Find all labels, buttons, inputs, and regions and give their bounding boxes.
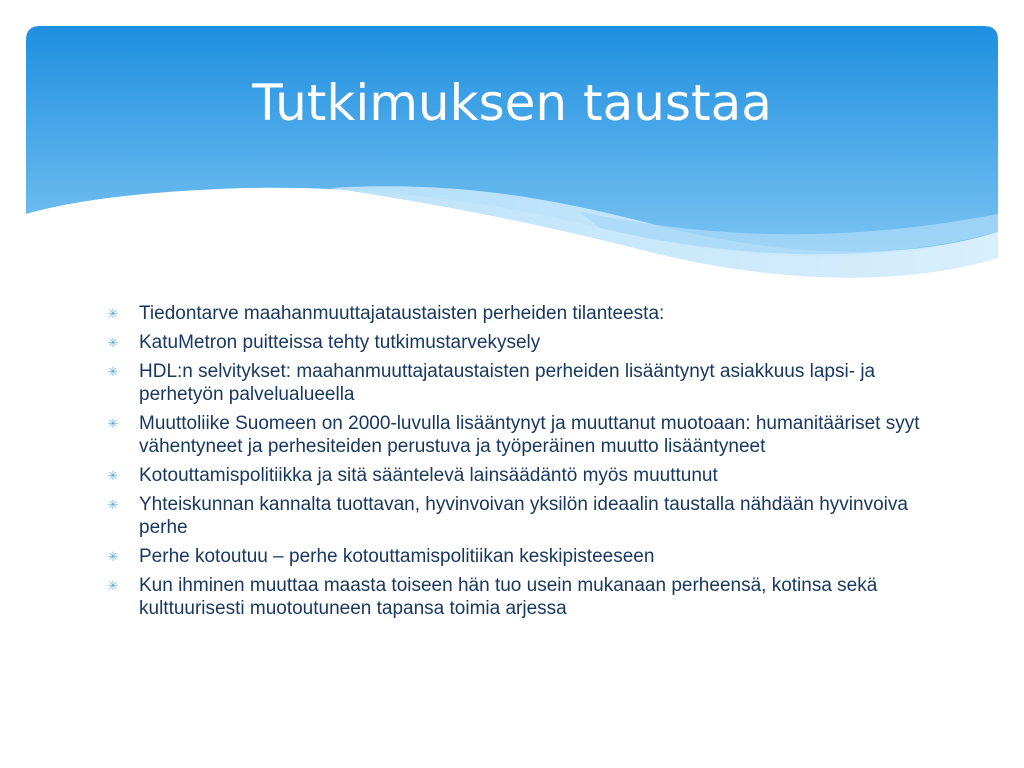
asterisk-icon: ✳ <box>107 416 119 431</box>
list-item <box>105 545 925 568</box>
asterisk-icon: ✳ <box>107 549 119 564</box>
list-item <box>105 302 925 325</box>
asterisk-icon: ✳ <box>107 497 119 512</box>
header-wave-background <box>0 0 1024 300</box>
list-item <box>105 412 925 458</box>
bullet-text: Perhe kotoutuu – perhe kotouttamispolitiikan keskipisteeseen <box>139 546 655 567</box>
asterisk-icon: ✳ <box>107 335 119 350</box>
bullet-text: Kun ihminen muuttaa maasta toiseen hän tuo usein mukanaan perheensä, kotinsa sekä kulttuurisesti muotoutuneen tapansa toimia arjessa <box>139 575 878 619</box>
bullet-text: Tiedontarve maahanmuuttajataustaisten perheiden tilanteesta: <box>139 303 665 324</box>
list-item <box>105 331 925 354</box>
bullet-list <box>105 302 925 626</box>
asterisk-icon: ✳ <box>107 578 119 593</box>
asterisk-icon: ✳ <box>107 364 119 379</box>
list-item <box>105 360 925 406</box>
list-item <box>105 464 925 487</box>
bullet-text: KatuMetron puitteissa tehty tutkimustarvekysely <box>139 332 541 353</box>
asterisk-icon: ✳ <box>107 306 119 321</box>
list-item <box>105 493 925 539</box>
bullet-text: Yhteiskunnan kannalta tuottavan, hyvinvoivan yksilön ideaalin taustalla nähdään hyvinvoiva perhe <box>139 494 908 538</box>
bullet-text: HDL:n selvitykset: maahanmuuttajataustaisten perheiden lisääntynyt asiakkuus lapsi- ja perhetyön palvelualueella <box>139 361 876 405</box>
asterisk-icon: ✳ <box>107 468 119 483</box>
bullet-text: Kotouttamispolitiikka ja sitä sääntelevä lainsäädäntö myös muuttunut <box>139 465 718 486</box>
bullet-text: Muuttoliike Suomeen on 2000-luvulla lisääntynyt ja muuttanut muotoaan: humanitääriset syyt vähentyneet ja perhesiteiden perustuva ja työperäinen muutto lisääntyneet <box>139 413 920 457</box>
list-item <box>105 574 925 620</box>
slide-title: Tutkimuksen taustaa <box>252 74 772 132</box>
